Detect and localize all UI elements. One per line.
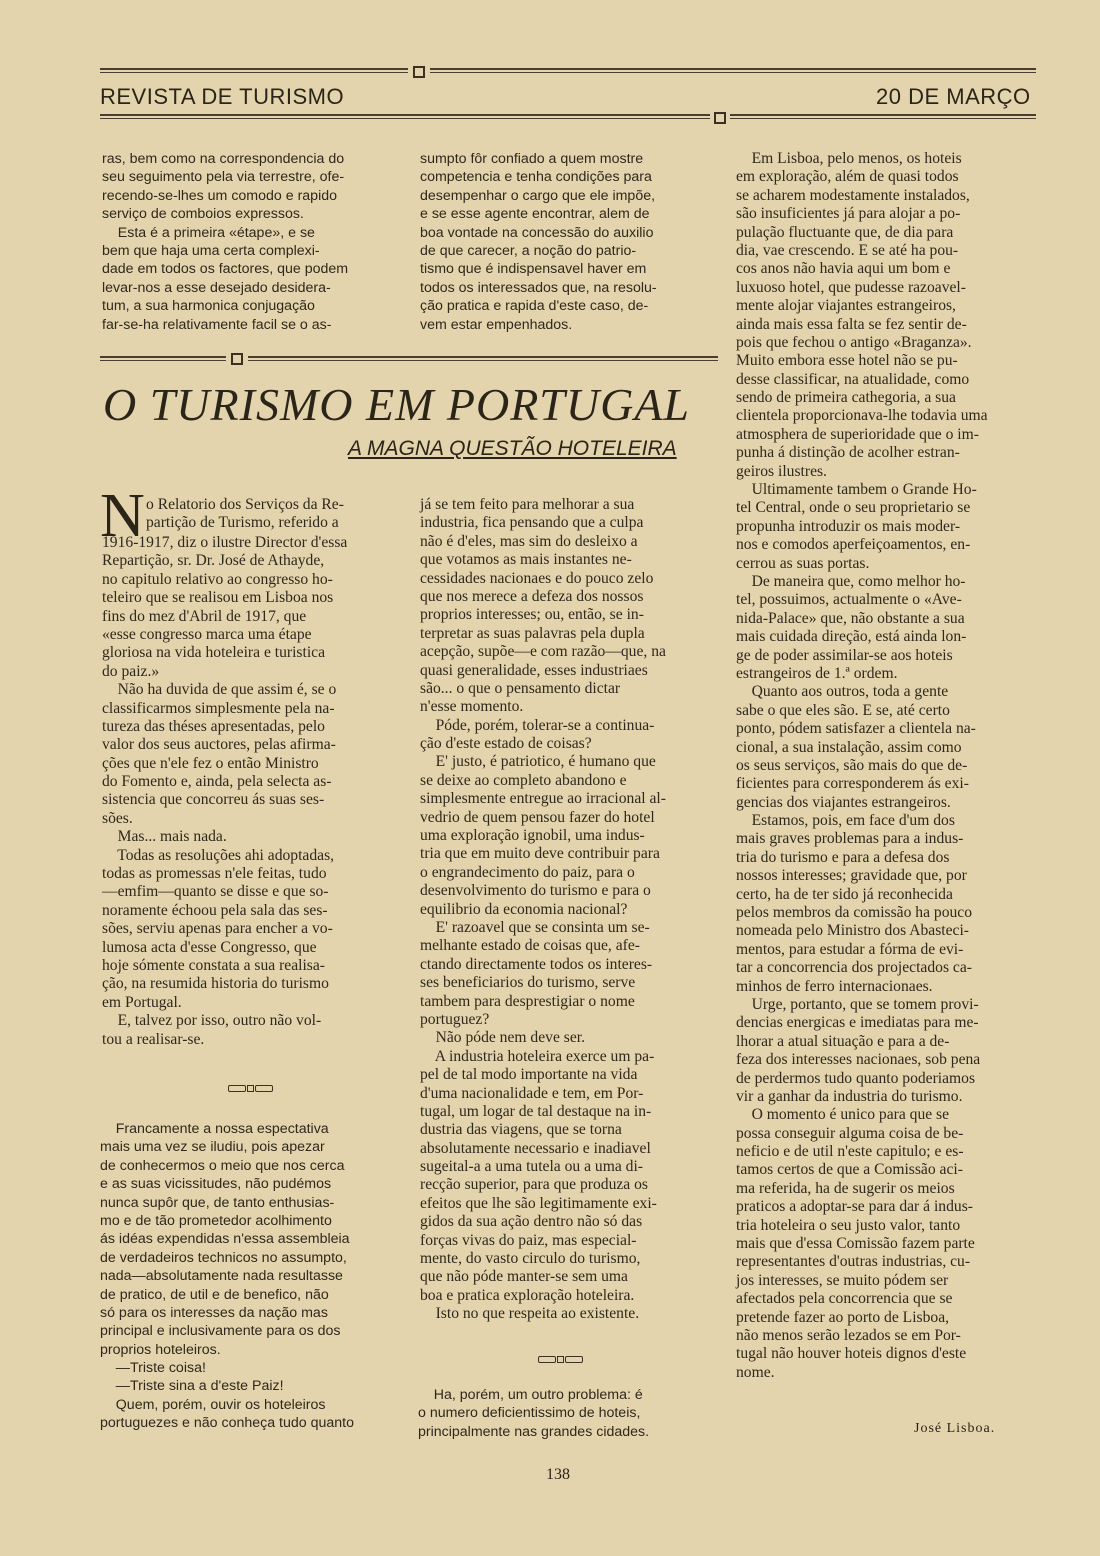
column-1-text-b <box>100 1120 400 1433</box>
text-line: lhorar a atual situação e para a de- <box>736 1032 950 1050</box>
text-line: desempenhar o cargo que ele impõe, <box>420 187 656 204</box>
text-line: que votamos as mais instantes ne- <box>420 551 632 569</box>
article-rule-left <box>100 356 226 361</box>
text-line: Ultimamente tambem o Grande Ho- <box>736 481 977 499</box>
text-line: far-se-ha relativamente facil se o as- <box>102 316 332 333</box>
header-rule-bottom-right <box>730 114 1036 119</box>
text-line: que nos merece a defeza dos nossos <box>420 587 644 605</box>
text-line: ctando directamente todos os interes- <box>420 955 653 973</box>
text-line: punha á distinção de acolher estran- <box>736 444 960 462</box>
text-line: nida-Palace» que, não obstante a sua <box>736 609 965 627</box>
text-line: quasi generalidade, esses industriaes <box>420 661 648 679</box>
text-line: mais graves problemas para a indus- <box>736 830 964 848</box>
text-line: Quem, porém, ouvir os hoteleiros <box>100 1396 326 1413</box>
text-line: afectados pela concorrencia que se <box>736 1290 953 1308</box>
text-line: nos e comodos aperfeiçoamentos, en- <box>736 536 971 554</box>
text-line: mais uma vez se iludiu, pois apezar <box>100 1139 325 1156</box>
text-line: que não póde manter-se sem uma <box>420 1268 628 1286</box>
ornament-square <box>714 112 726 124</box>
header-rule-top-right <box>430 68 1036 73</box>
text-line: cos anos não havia aqui um bom e <box>736 260 951 278</box>
text-line: são... o que o pensamento dictar <box>420 679 621 697</box>
text-line: jos interesses, se muito pódem ser <box>736 1271 949 1289</box>
text-line: estrangeiros de 1.ª ordem. <box>736 664 898 682</box>
text-line: ás idéas expendidas n'essa assembleia <box>100 1231 350 1248</box>
text-line: gloriosa na vida hoteleira e turistica <box>102 644 325 662</box>
text-line: de pratico, de util e de benefico, não <box>100 1286 329 1303</box>
text-line: tria que em muito deve contribuir para <box>420 845 660 863</box>
text-line: cional, a sua instalação, assim como <box>736 738 962 756</box>
text-line: se deixe ao completo abandono e <box>420 771 627 789</box>
text-line: forças vivas do paiz, mas especial- <box>420 1231 637 1249</box>
header-rule-bottom-left <box>100 114 710 119</box>
text-line: seu seguimento pela via terrestre, ofe- <box>102 169 345 186</box>
text-line: pelos membros da comissão ha pouco <box>736 904 973 922</box>
text-line: feza dos interesses nacionaes, sob pena <box>736 1051 981 1069</box>
article-rule-right <box>248 356 718 361</box>
text-line: sões. <box>102 809 133 827</box>
text-line: do Fomento e, ainda, pela selecta as- <box>102 773 332 791</box>
text-line: Todas as resoluções ahi adoptadas, <box>102 846 335 864</box>
column-2-text-b <box>418 1386 718 1441</box>
text-line: desenvolvimento do turismo e para o <box>420 882 651 900</box>
text-line: fins do mez d'Abril de 1917, que <box>102 607 307 625</box>
text-line: tria hoteleira o seu justo valor, tanto <box>736 1216 961 1234</box>
text-line: tugal, um logar de tal destaque na in- <box>420 1102 652 1120</box>
text-line: tar a concorrencia dos projectados ca- <box>736 959 972 977</box>
text-line: valor dos seus auctores, pelas afirma- <box>102 736 336 754</box>
text-line: ge de poder assimilar-se aos hoteis <box>736 646 953 664</box>
text-line: E' razoavel que se consinta um se- <box>420 918 650 936</box>
text-line: classificarmos simplesmente pela na- <box>102 699 335 717</box>
text-line: nunca supôr que, de tanto enthusias- <box>100 1194 335 1211</box>
text-line: pulação fluctuante que, de dia para <box>736 223 954 241</box>
text-line: portuguez? <box>420 1010 490 1028</box>
text-line: 1916-1917, diz o ilustre Director d'essa <box>102 534 348 551</box>
column-2-text-a <box>420 496 718 1324</box>
text-line: lumosa acta d'esse Congresso, que <box>102 938 317 956</box>
text-line: Em Lisboa, pelo menos, os hoteis <box>736 150 962 167</box>
text-line: —Triste coisa! <box>100 1360 206 1377</box>
text-line: principal e inclusivamente para os dos <box>100 1323 341 1340</box>
text-line: vem estar empenhados. <box>420 316 573 333</box>
text-line: em exploração, além de quasi todos <box>736 168 959 186</box>
text-line: vedrio de quem pensou fazer do hotel <box>420 808 655 826</box>
text-line: proprios interesses; ou, então, se in- <box>420 606 644 624</box>
text-line: em Portugal. <box>102 993 182 1011</box>
text-line: todas as promessas n'ele feitas, tudo <box>102 865 327 883</box>
header-rule-top-left <box>100 68 408 73</box>
text-line: gidos da sua ação dentro não só das <box>420 1213 643 1231</box>
text-line: dade em todos os factores, que podem <box>102 261 349 278</box>
text-line: De maneira que, como melhor ho- <box>736 572 966 590</box>
text-line: recendo-se-lhes um comodo e rapido <box>102 187 338 204</box>
text-line: mentos, para estudar a fórma de evi- <box>736 940 964 958</box>
column-1-lead <box>146 496 400 533</box>
text-line: geiros ilustres. <box>736 462 827 480</box>
text-line: simplesmente entregue ao irracional al- <box>420 790 666 808</box>
text-line: desse classificar, na atualidade, como <box>736 370 970 388</box>
text-line: bem que haja uma certa complexi- <box>102 242 320 259</box>
text-line: equilibrio da economia nacional? <box>420 900 628 918</box>
text-line: uma exploração ignobil, uma indus- <box>420 827 645 845</box>
section-ornament <box>538 1356 582 1362</box>
text-line: não é d'eles, mas sim do desleixo a <box>420 532 638 550</box>
text-line: Mas... mais nada. <box>102 828 227 846</box>
column-3-text <box>736 150 1038 1382</box>
text-line: o numero deficientissimo de hoteis, <box>418 1405 641 1422</box>
text-line: são insuficientes já para alojar a po- <box>736 205 961 223</box>
text-line: não menos serão lezados se em Por- <box>736 1327 961 1344</box>
text-line: dustria das viagens, que se torna <box>420 1121 622 1139</box>
text-line: absolutamente necessario e inadiavel <box>420 1139 651 1157</box>
text-line: o engrandecimento do paiz, para o <box>420 863 635 881</box>
text-line: «esse congresso marca uma étape <box>102 625 312 643</box>
text-line: sugeital-a a uma tutela ou a uma di- <box>420 1158 643 1176</box>
text-line: n'esse momento. <box>420 698 524 716</box>
text-line: atmosphera de superioridade que o im- <box>736 425 979 443</box>
text-line: Francamente a nossa espectativa <box>100 1121 329 1137</box>
text-line: tel Central, onde o seu proprietario se <box>736 499 971 517</box>
text-line: já se tem feito para melhorar a sua <box>420 496 635 513</box>
text-line: O momento é unico para que se <box>736 1106 950 1124</box>
text-line: proprios hoteleiros. <box>100 1341 221 1358</box>
text-line: propunha introduzir os mais moder- <box>736 517 961 535</box>
article-subtitle: A MAGNA QUESTÃO HOTELEIRA <box>348 437 677 460</box>
text-line: e as suas vicissitudes, não pudémos <box>100 1176 332 1193</box>
text-line: industria, fica pensando que a culpa <box>420 514 644 532</box>
text-line: de que carecer, a noção do patrio- <box>420 242 637 259</box>
text-line: minhos de ferro internacionaes. <box>736 977 933 995</box>
text-line: sendo de primeira cathegoria, a sua <box>736 389 956 407</box>
text-line: Isto no que respeita ao existente. <box>420 1305 640 1323</box>
text-line: ficientes para corresponderem ás exi- <box>736 775 969 793</box>
text-line: d'uma nacionalidade e tem, em Por- <box>420 1084 644 1102</box>
text-line: tum, a sua harmonica conjugação <box>102 298 315 315</box>
text-line: de perdermos tudo quanto poderiamos <box>736 1069 976 1087</box>
text-line: pel de tal modo importante na vida <box>420 1066 638 1084</box>
text-line: vir a ganhar da industria do turismo. <box>736 1087 963 1105</box>
text-line: ses beneficiarios do turismo, serve <box>420 974 636 992</box>
text-line: possa conseguir alguma coisa de be- <box>736 1124 964 1142</box>
text-line: ção pratica e rapida d'este caso, de- <box>420 298 649 315</box>
column-1-text-a <box>102 534 402 1049</box>
text-line: ções que n'ele fez o então Ministro <box>102 754 319 772</box>
text-line: Quanto aos outros, toda a gente <box>736 683 949 701</box>
text-line: Urge, portanto, que se tomem provi- <box>736 995 979 1013</box>
text-line: o Relatorio dos Serviços da Re- <box>146 496 344 513</box>
text-line: praticos a adoptar-se para dar á indus- <box>736 1198 973 1216</box>
text-line: competencia e tenha condições para <box>420 169 652 186</box>
text-line: ção d'este estado de coisas? <box>420 735 592 753</box>
text-line: nome. <box>736 1363 775 1381</box>
ornament-square <box>231 353 243 365</box>
text-line: gencias dos viajantes estrangeiros. <box>736 793 951 811</box>
text-line: dia, vae crescendo. E se até ha pou- <box>736 241 959 259</box>
text-line: pretende fazer ao porto de Lisboa, <box>736 1308 950 1326</box>
text-line: melhante estado de coisas que, afe- <box>420 937 640 955</box>
text-line: sumpto fôr confiado a quem mostre <box>420 151 644 167</box>
text-line: tureza das théses apresentadas, pelo <box>102 717 325 735</box>
text-line: Póde, porém, tolerar-se a continua- <box>420 716 655 734</box>
text-line: levar-nos a esse desejado desidera- <box>102 279 331 296</box>
text-line: luxuoso hotel, que pudesse razoavel- <box>736 278 966 296</box>
article-title: O TURISMO EM PORTUGAL <box>103 379 691 430</box>
text-line: portuguezes e não conheça tudo quanto <box>100 1415 355 1432</box>
text-line: A industria hoteleira exerce um pa- <box>420 1047 655 1065</box>
text-line: tamos certos de que a Comissão aci- <box>736 1161 963 1179</box>
text-line: ras, bem como na correspondencia do <box>102 151 345 167</box>
text-line: ponto, pódem satisfazer a clientela na- <box>736 720 976 738</box>
text-line: de verdadeiros technicos no assumpto, <box>100 1249 347 1266</box>
text-line: pois que fechou o antigo «Braganza». <box>736 333 972 351</box>
text-line: serviço de comboios expressos. <box>102 206 304 223</box>
text-line: mais cuidada direção, está ainda lon- <box>736 628 967 646</box>
top-column-2 <box>420 150 718 334</box>
text-line: tugal não houver hoteis dignos d'este <box>736 1345 967 1363</box>
text-line: —emfim—quanto se disse e que so- <box>102 883 329 901</box>
text-line: hoje sómente constata a sua realisa- <box>102 956 325 974</box>
text-line: mente alojar viajantes estrangeiros, <box>736 297 956 315</box>
top-column-1 <box>102 150 400 334</box>
text-line: Ha, porém, um outro problema: é <box>418 1387 643 1403</box>
magazine-name: REVISTA DE TURISMO <box>100 84 345 109</box>
text-line: cerrou as suas portas. <box>736 554 870 572</box>
text-line: tel, possuimos, actualmente o «Ave- <box>736 591 962 609</box>
text-line: E' justo, é patriotico, é humano que <box>420 753 656 771</box>
text-line: mente, do vasto circulo do turismo, <box>420 1250 641 1268</box>
author-signature: José Lisboa. <box>914 1421 996 1436</box>
text-line: partição de Turismo, referido a <box>146 514 339 532</box>
text-line: sistencia que concorreu ás suas ses- <box>102 791 325 809</box>
section-ornament <box>228 1085 272 1091</box>
ornament-square <box>413 66 425 78</box>
text-line: sabe o que eles são. E se, até certo <box>736 701 950 719</box>
text-line: tou a realisar-se. <box>102 1030 205 1048</box>
text-line: no capitulo relativo ao congresso ho- <box>102 570 333 588</box>
drop-cap: N <box>100 482 145 550</box>
issue-date: 20 DE MARÇO <box>876 84 1031 109</box>
text-line: cessidades nacionaes e do pouco zelo <box>420 569 654 587</box>
text-line: se acharem modestamente instalados, <box>736 186 970 204</box>
text-line: e se esse agente encontrar, alem de <box>420 206 650 223</box>
text-line: tria do turismo e para a defesa dos <box>736 848 950 866</box>
text-line: ainda mais essa falta se fez sentir de- <box>736 315 967 333</box>
text-line: Não póde nem deve ser. <box>420 1029 585 1047</box>
text-line: os seus serviços, são mais do que de- <box>736 756 968 774</box>
text-line: só para os interesses da nação mas <box>100 1304 328 1321</box>
text-line: principalmente nas grandes cidades. <box>418 1423 650 1440</box>
text-line: nomeada pelo Ministro dos Abasteci- <box>736 922 969 940</box>
text-line: Muito embora esse hotel não se pu- <box>736 352 958 370</box>
text-line: teleiro que se realisou em Lisboa nos <box>102 589 334 607</box>
text-line: de conhecermos o meio que nos cerca <box>100 1157 345 1174</box>
text-line: tambem para desprestigiar o nome <box>420 992 635 1010</box>
text-line: Repartição, sr. Dr. José de Athayde, <box>102 552 325 570</box>
text-line: Estamos, pois, em face d'um dos <box>736 812 955 830</box>
text-line: certo, ha de ter sido já reconhecida <box>736 885 953 903</box>
text-line: todos os interessados que, na resolu- <box>420 279 657 296</box>
text-line: clientela proporcionava-lhe todavia uma <box>736 407 988 425</box>
text-line: nossos interesses; gravidade que, por <box>736 867 967 885</box>
text-line: neficio e de util n'este capitulo; e es- <box>736 1143 964 1161</box>
text-line: —Triste sina a d'este Paiz! <box>100 1378 284 1395</box>
text-line: sões, serviu apenas para encher a vo- <box>102 920 333 938</box>
text-line: dencias energicas e imediatas para me- <box>736 1014 979 1032</box>
text-line: ção, na resumida historia do turismo <box>102 975 329 993</box>
text-line: do paiz.» <box>102 662 160 680</box>
text-line: mais que d'essa Comissão fazem parte <box>736 1235 975 1253</box>
text-line: representantes d'outras industrias, cu- <box>736 1253 971 1271</box>
text-line: acepção, supõe—e com razão—que, na <box>420 643 666 661</box>
text-line: E, talvez por isso, outro não vol- <box>102 1012 322 1030</box>
text-line: boa e pratica exploração hoteleira. <box>420 1286 635 1304</box>
text-line: terpretar as suas palavras pela dupla <box>420 624 645 642</box>
text-line: noramente échoou pela sala das ses- <box>102 901 328 919</box>
text-line: mo e de tão prometedor acolhimento <box>100 1212 332 1229</box>
text-line: nada—absolutamente nada resultasse <box>100 1268 343 1285</box>
text-line: recção superior, para que produza os <box>420 1176 648 1194</box>
text-line: efeitos que lhe são legitimamente exi- <box>420 1194 657 1212</box>
text-line: Esta é a primeira «étape», e se <box>102 224 315 241</box>
text-line: boa vontade na concessão do auxilio <box>420 224 654 241</box>
text-line: tismo que é indispensavel haver em <box>420 261 647 278</box>
text-line: ma referida, ha de sugerir os meios <box>736 1179 955 1197</box>
text-line: Não ha duvida de que assim é, se o <box>102 681 337 699</box>
page-number: 138 <box>546 1466 570 1483</box>
